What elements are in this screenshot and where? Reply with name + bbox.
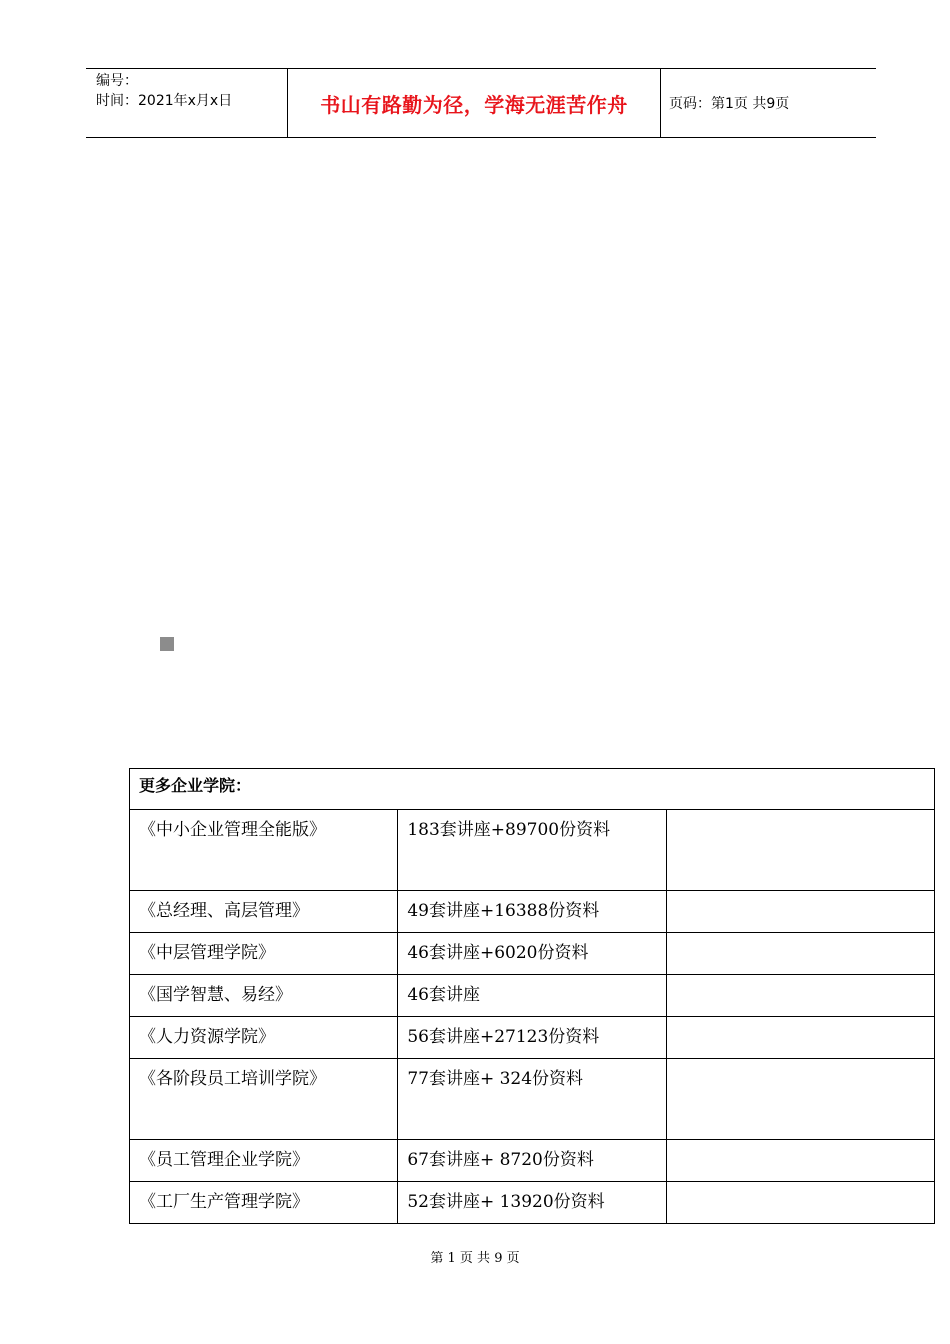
course-detail: 46套讲座+6020份资料 xyxy=(398,933,666,975)
header-meta xyxy=(96,71,232,111)
bullet-square-icon xyxy=(160,637,174,651)
table-row xyxy=(130,1059,935,1140)
course-extra xyxy=(666,1182,934,1224)
course-extra xyxy=(666,933,934,975)
course-extra xyxy=(666,975,934,1017)
course-detail: 46套讲座 xyxy=(398,975,666,1017)
table-row xyxy=(130,1182,935,1224)
course-extra xyxy=(666,1059,934,1140)
table-row xyxy=(130,1017,935,1059)
course-detail: 49套讲座+16388份资料 xyxy=(398,891,666,933)
course-detail: 183套讲座+89700份资料 xyxy=(398,810,666,891)
course-name: 《员工管理企业学院》 xyxy=(130,1140,398,1182)
table-row xyxy=(130,1140,935,1182)
course-detail: 67套讲座+ 8720份资料 xyxy=(398,1140,666,1182)
course-name: 《中层管理学院》 xyxy=(130,933,398,975)
table-row xyxy=(130,975,935,1017)
header-time: 时间：2021年x月x日 xyxy=(96,93,233,109)
course-extra xyxy=(666,1017,934,1059)
course-detail: 77套讲座+ 324份资料 xyxy=(398,1059,666,1140)
course-name: 《总经理、高层管理》 xyxy=(130,891,398,933)
header-number: 编号： xyxy=(96,73,138,89)
table-row xyxy=(130,891,935,933)
course-name: 《各阶段员工培训学院》 xyxy=(130,1059,398,1140)
header-page-label: 页码：第1页 共9页 xyxy=(669,96,790,112)
page-footer: 第 1 页 共 9 页 xyxy=(430,1251,520,1266)
course-name: 《国学智慧、易经》 xyxy=(130,975,398,1017)
course-extra xyxy=(666,891,934,933)
course-extra xyxy=(666,1140,934,1182)
academy-table xyxy=(129,768,935,1224)
header-divider xyxy=(660,69,661,137)
table-title: 更多企业学院： xyxy=(130,769,935,810)
course-name: 《工厂生产管理学院》 xyxy=(130,1182,398,1224)
course-detail: 52套讲座+ 13920份资料 xyxy=(398,1182,666,1224)
table-row xyxy=(130,810,935,891)
page-header xyxy=(86,68,876,138)
header-motto: 书山有路勤为径，学海无涯苦作舟 xyxy=(320,92,628,117)
course-extra xyxy=(666,810,934,891)
course-detail: 56套讲座+27123份资料 xyxy=(398,1017,666,1059)
course-name: 《中小企业管理全能版》 xyxy=(130,810,398,891)
course-name: 《人力资源学院》 xyxy=(130,1017,398,1059)
table-row xyxy=(130,933,935,975)
